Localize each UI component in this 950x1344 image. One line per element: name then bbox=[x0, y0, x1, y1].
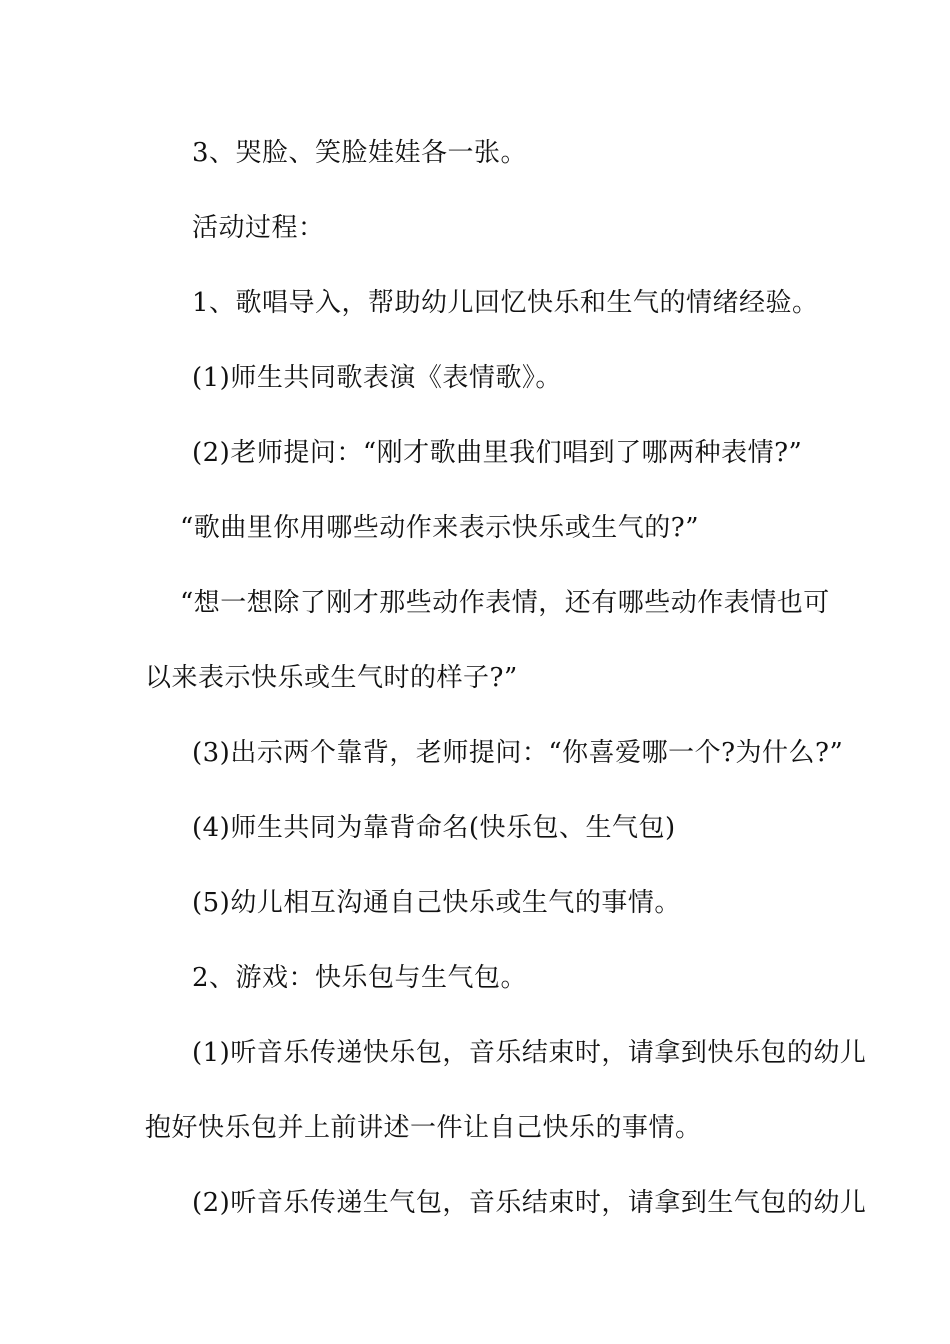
text-line-step-1-2: (2)老师提问：“刚才歌曲里我们唱到了哪两种表情?” bbox=[192, 438, 803, 468]
text-line-step-1-1: (1)师生共同歌表演《表情歌》。 bbox=[192, 363, 562, 393]
text-line-question-b-cont: 以来表示快乐或生气时的样子?” bbox=[145, 663, 518, 693]
text-line-step-1-4: (4)师生共同为靠背命名(快乐包、生气包) bbox=[192, 813, 676, 843]
text-line-activity-process: 活动过程： bbox=[192, 213, 325, 243]
text-line-step-1: 1、歌唱导入，帮助幼儿回忆快乐和生气的情绪经验。 bbox=[192, 288, 819, 318]
text-line-step-2-2: (2)听音乐传递生气包，音乐结束时，请拿到生气包的幼儿 bbox=[192, 1188, 867, 1218]
text-line-step-1-3: (3)出示两个靠背，老师提问：“你喜爱哪一个?为什么?” bbox=[192, 738, 844, 768]
text-line-step-2: 2、游戏：快乐包与生气包。 bbox=[192, 963, 528, 993]
text-line-step-1-5: (5)幼儿相互沟通自己快乐或生气的事情。 bbox=[192, 888, 681, 918]
text-line-materials-3: 3、哭脸、笑脸娃娃各一张。 bbox=[192, 138, 528, 168]
text-line-question-b: “想一想除了刚才那些动作表情，还有哪些动作表情也可 bbox=[180, 588, 830, 618]
text-line-step-2-1: (1)听音乐传递快乐包，音乐结束时，请拿到快乐包的幼儿 bbox=[192, 1038, 867, 1068]
text-line-step-2-1-cont: 抱好快乐包并上前讲述一件让自己快乐的事情。 bbox=[145, 1113, 702, 1143]
text-line-question-a: “歌曲里你用哪些动作来表示快乐或生气的?” bbox=[180, 513, 700, 543]
